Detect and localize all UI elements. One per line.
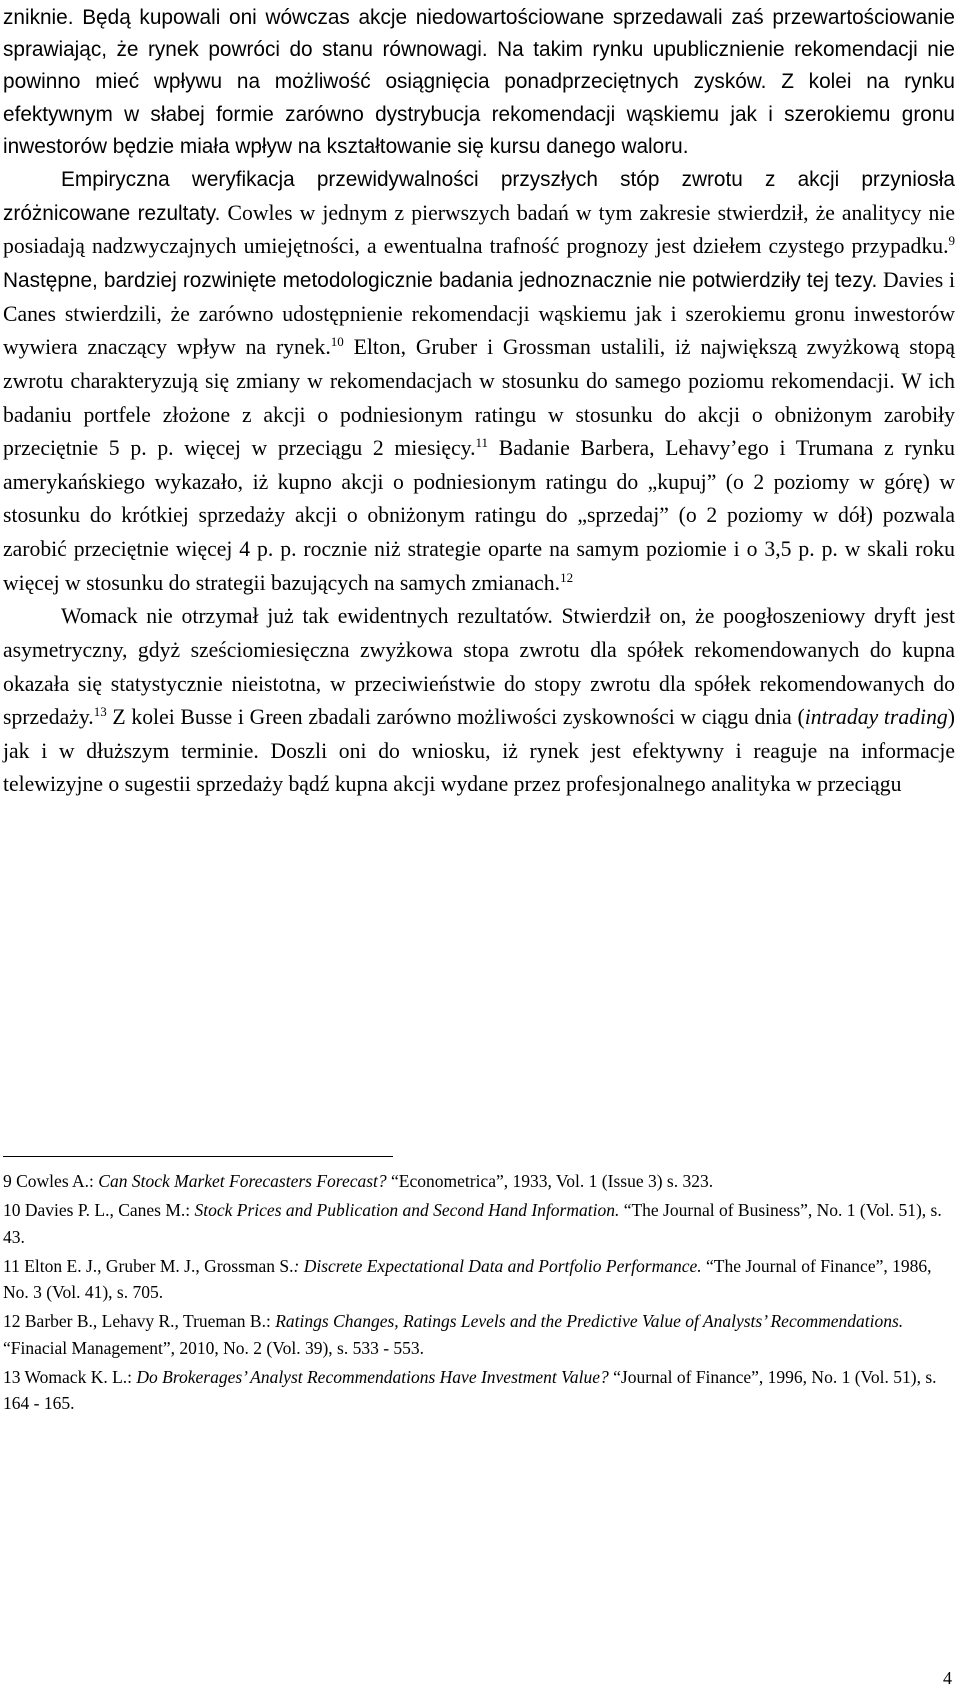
footnote-11-authors: 11 Elton E. J., Gruber M. J., Grossman S.	[3, 1255, 294, 1276]
footnote-12	[3, 1308, 953, 1361]
footnote-13-title: Do Brokerages’ Analyst Recommendations Have Investment Value?	[136, 1366, 609, 1387]
intraday-trading-term: intraday trading	[804, 705, 948, 730]
paragraph-3-sentence-1: Womack nie otrzymał już tak ewidentnych rezultatów. Stwierdził on, że poogłoszeniowy dryft jest asymetryczny, gdyż sześciomiesięczna zwyżkowa stopa zwrotu dla spółek rekomendowanych do kupna okazała się statystycznie nieistotna, w przeciwieństwie do stopy zwrotu dla spółek rekomendowanych do sprzedaży.	[3, 604, 955, 730]
footnote-11-title: : Discrete Expectational Data and Portfolio Performance.	[293, 1255, 702, 1276]
footnote-13-source: “Journal of Finance”, 1996, No. 1 (Vol. 51), s. 164 - 165.	[3, 1366, 937, 1413]
footnote-separator	[3, 1156, 393, 1157]
footnote-12-authors: 12 Barber B., Lehavy R., Trueman B.:	[3, 1311, 276, 1332]
footnote-ref-12: 12	[560, 569, 574, 585]
paragraph-3-sentence-3: ) jak i w dłuższym terminie. Doszli oni do wniosku, iż rynek jest efektywny i reaguje na informacje telewizyjne o sugestii sprzedaży bądź kupna akcji wydane przez profesjonalnego analityka w przeciągu	[3, 705, 955, 797]
paragraph-3-sentence-2: Z kolei Busse i Green zbadali zarówno możliwości zyskowności w ciągu dnia (	[106, 705, 805, 730]
footnote-ref-11: 11	[475, 434, 489, 450]
page-number: 4	[943, 1668, 952, 1688]
footnote-13	[3, 1364, 953, 1417]
main-text	[3, 2, 955, 802]
footnote-10-authors: 10 Davies P. L., Canes M.:	[3, 1200, 195, 1221]
paragraph-2-sentence-3: Następne, bardziej rozwinięte metodologicznie badania jednoznacznie nie potwierdziły tej tezy.	[3, 269, 878, 293]
paragraph-2-sentence-2: Cowles w jednym z pierwszych badań w tym zakresie stwierdził, że analitycy nie posiadają nadzwyczajnych umiejętności, a ewentualna trafność prognozy jest dziełem czystego przypadku.	[3, 200, 955, 259]
paragraph-2-sentence-1: Empiryczna weryfikacja przewidywalności przyszłych stóp zwrotu z akcji przyniosła zróżnicowane rezultaty.	[3, 168, 955, 225]
paragraph-2-sentence-6: Badanie Barbera, Lehavy’ego i Trumana z rynku amerykańskiego wykazało, iż kupno akcji o podniesionym ratingu do „kupuj” (o 2 poziomy w górę) w stosunku do krótkiej sprzedaży akcji o obniżonym ratingu do „sprzedaj” (o 2 poziomy w dół) pozwala zarobić przeciętnie więcej 4 p. p. rocznie niż strategie oparte na samym poziomie i o 3,5 p. p. w skali roku więcej w stosunku do strategii bazujących na samych zmianach.	[3, 436, 955, 595]
paragraph-2-sentence-5: Elton, Gruber i Grossman ustalili, iż największą zwyżkową stopą zwrotu charakteryzują się zmiany w rekomendacjach w stosunku do samego poziomu rekomendacji. W ich badaniu portfele złożone z akcji o podniesionym ratingu w stosunku do akcji o obniżonym zarobiły przeciętnie 5 p. p. więcej w przeciągu 2 miesięcy.	[3, 335, 955, 461]
footnote-13-authors: 13 Womack K. L.:	[3, 1366, 137, 1387]
paragraph-1	[3, 2, 955, 163]
paragraph-2	[3, 163, 955, 600]
footnote-11	[3, 1253, 953, 1306]
footnote-9-source: “Econometrica”, 1933, Vol. 1 (Issue 3) s. 323.	[386, 1171, 714, 1191]
footnote-9-title: Can Stock Market Forecasters Forecast?	[98, 1171, 387, 1191]
footnote-ref-10: 10	[330, 334, 344, 350]
footnote-11-source: “The Journal of Finance”, 1986, No. 3 (Vol. 41), s. 705.	[3, 1255, 932, 1302]
footnote-10-title: Stock Prices and Publication and Second Hand Information.	[194, 1200, 620, 1221]
footnote-9-authors: 9 Cowles A.:	[3, 1171, 99, 1191]
footnote-12-source: “Finacial Management”, 2010, No. 2 (Vol. 39), s. 533 - 553.	[3, 1337, 425, 1358]
paragraph-1-text: zniknie. Będą kupowali oni wówczas akcje niedowartościowane sprzedawali zaś przewartościowanie sprawiając, że rynek powróci do stanu równowagi. Na takim rynku upublicznienie rekomendacji nie powinno mieć wpływu na możliwość osiągnięcia ponadprzeciętnych zysków. Z kolei na rynku efektywnym w słabej formie zarówno dystrybucja rekomendacji wąskiemu jak i szerokiemu gronu inwestorów będzie miała wpływ na kształtowanie się kursu danego waloru.	[3, 6, 955, 158]
footnote-10	[3, 1197, 953, 1250]
footnote-9	[3, 1168, 953, 1194]
paragraph-3	[3, 600, 955, 802]
footnote-ref-13: 13	[93, 703, 107, 719]
footnote-12-title: Ratings Changes, Ratings Levels and the Predictive Value of Analysts’ Recommendations.	[275, 1311, 904, 1332]
paragraph-2-sentence-4: Davies i Canes stwierdzili, że zarówno udostępnienie rekomendacji wąskiemu jak i szerokiemu gronu inwestorów wywiera znaczący wpływ na rynek.	[3, 268, 956, 360]
footnotes	[3, 1168, 953, 1419]
footnote-ref-9: 9	[948, 233, 955, 249]
footnote-10-source: “The Journal of Business”, No. 1 (Vol. 51), s. 43.	[3, 1200, 942, 1247]
